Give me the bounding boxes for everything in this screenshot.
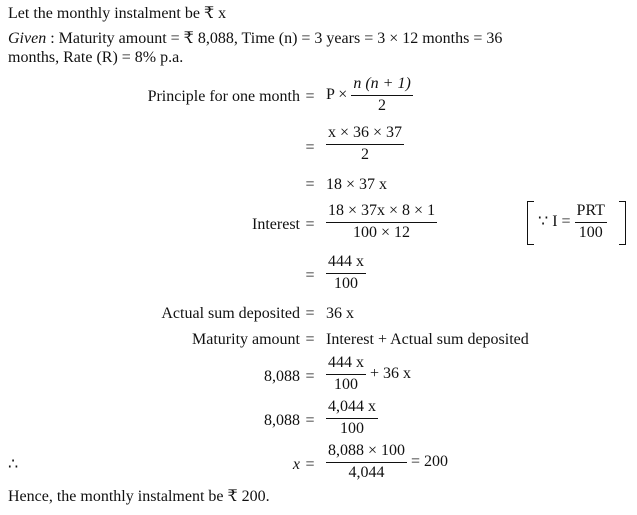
fraction-denominator: 100 × 12: [353, 223, 411, 241]
interest-fraction: [326, 203, 437, 242]
step2-fraction: [326, 125, 404, 164]
equals-sign: =: [305, 412, 315, 429]
maturity-label: Maturity amount: [192, 331, 300, 348]
principle-label: Principle for one month: [147, 88, 300, 105]
equation2-label: 8,088: [264, 412, 300, 429]
formula-note: [538, 203, 607, 242]
fraction-denominator: 100: [334, 375, 358, 393]
equals-sign: =: [305, 331, 315, 348]
therefore-symbol: ∴: [8, 456, 19, 473]
since-symbol: ∵: [538, 212, 549, 230]
given-line: [8, 31, 502, 47]
fraction-denominator: 100: [334, 274, 358, 292]
equation2-expression: [326, 399, 378, 438]
equals-sign: =: [305, 139, 315, 156]
equals-sign: =: [305, 456, 315, 473]
equation2-fraction: [326, 399, 378, 438]
given-label: Given: [8, 30, 47, 47]
fraction-denominator: 4,044: [348, 463, 385, 481]
intro-line: Let the monthly instalment be ₹ x: [8, 5, 227, 22]
equals-sign: =: [305, 216, 315, 233]
equals-sign: =: [305, 88, 315, 105]
principle-expression: [326, 76, 413, 115]
formula-fraction: [575, 203, 607, 242]
rate-line: months, Rate (R) = 8% p.a.: [8, 49, 184, 66]
fraction-numerator: 8,088 × 100: [326, 443, 407, 463]
actual-sum-value: 36 x: [326, 305, 354, 322]
x-result: = 200: [411, 452, 449, 470]
given-text: : Maturity amount = ₹ 8,088, Time (n) = 3 years = 3 × 12 months = 36: [46, 30, 503, 47]
equals-sign: =: [305, 368, 315, 385]
fraction-numerator: 4,044 x: [326, 399, 378, 419]
x-expression: [326, 443, 448, 482]
step3-expression: 18 × 37 x: [326, 176, 388, 193]
principle-rhs: P ×: [326, 85, 348, 103]
fraction-numerator: 444 x: [326, 355, 366, 375]
interest2-fraction: [326, 254, 366, 293]
conclusion-line: Hence, the monthly instalment be ₹ 200.: [8, 488, 270, 505]
x-label: x: [292, 456, 300, 473]
equals-sign: =: [305, 305, 315, 322]
equals-sign: =: [305, 176, 315, 193]
fraction-numerator: PRT: [575, 203, 607, 223]
interest2-expression: [326, 254, 366, 293]
fraction-denominator: 100: [578, 223, 603, 241]
x-fraction: [326, 443, 407, 482]
equation1-fraction: [326, 355, 366, 394]
maturity-rhs: Interest + Actual sum deposited: [326, 331, 529, 348]
fraction-numerator: 18 × 37x × 8 × 1: [326, 203, 437, 223]
right-bracket: [619, 201, 626, 245]
fraction-denominator: 2: [361, 145, 370, 163]
fraction-numerator: 444 x: [326, 254, 366, 274]
interest-expression: [326, 203, 437, 242]
left-bracket: [527, 201, 534, 245]
step2-expression: [326, 125, 404, 164]
equation1-label: 8,088: [264, 368, 300, 385]
fraction-numerator: n (n + 1): [351, 76, 412, 96]
principle-fraction: [351, 76, 412, 115]
equation1-expression: [326, 355, 411, 394]
formula-lhs: I =: [552, 212, 571, 230]
equals-sign: =: [305, 267, 315, 284]
fraction-denominator: 100: [340, 419, 364, 437]
interest-label: Interest: [252, 216, 300, 233]
fraction-denominator: 2: [378, 96, 387, 114]
equation1-tail: + 36 x: [370, 364, 412, 382]
fraction-numerator: x × 36 × 37: [326, 125, 404, 145]
actual-sum-label: Actual sum deposited: [161, 305, 300, 322]
